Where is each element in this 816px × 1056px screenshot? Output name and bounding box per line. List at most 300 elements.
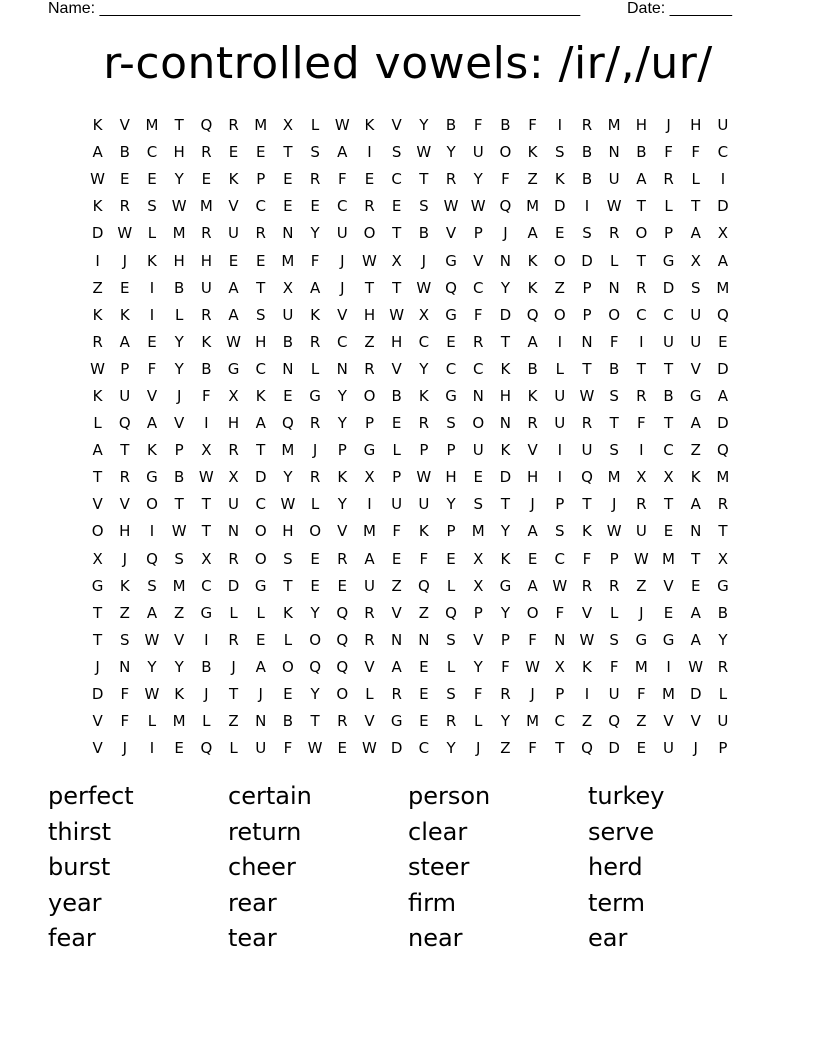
grid-letter: A bbox=[146, 603, 158, 622]
grid-letter: Q bbox=[118, 414, 131, 433]
grid-letter: N bbox=[282, 224, 294, 243]
grid-letter: G bbox=[146, 468, 158, 487]
grid-letter: I bbox=[666, 657, 671, 676]
grid-row bbox=[84, 735, 744, 762]
grid-letter: F bbox=[501, 170, 510, 189]
grid-letter: K bbox=[92, 386, 103, 405]
grid-letter: R bbox=[364, 197, 375, 216]
grid-letter: R bbox=[636, 495, 647, 514]
grid-row bbox=[84, 112, 744, 139]
grid-letter: U bbox=[554, 386, 566, 405]
grid-letter: U bbox=[391, 495, 403, 514]
grid-row bbox=[84, 166, 744, 193]
grid-letter: P bbox=[555, 495, 565, 514]
grid-letter: K bbox=[147, 441, 157, 460]
grid-letter: E bbox=[201, 170, 212, 189]
grid-letter: R bbox=[391, 685, 402, 704]
grid-letter: V bbox=[228, 197, 239, 216]
grid-letter: Q bbox=[200, 739, 213, 758]
grid-row bbox=[84, 220, 744, 247]
grid-letter: R bbox=[309, 170, 321, 189]
grid-letter: D bbox=[608, 739, 620, 758]
grid-letter: M bbox=[145, 116, 159, 135]
grid-letter: T bbox=[609, 414, 619, 433]
grid-letter: B bbox=[174, 468, 185, 487]
grid-letter: R bbox=[608, 224, 620, 243]
grid-letter: F bbox=[202, 386, 211, 405]
grid-letter: U bbox=[119, 386, 131, 405]
grid-letter: U bbox=[663, 739, 675, 758]
grid-letter: Q bbox=[282, 414, 294, 433]
grid-letter: M bbox=[281, 441, 295, 460]
grid-letter: B bbox=[581, 143, 593, 162]
grid-letter: Q bbox=[309, 657, 321, 676]
grid-letter: P bbox=[473, 224, 483, 243]
grid-letter: I bbox=[639, 441, 644, 460]
grid-letter: T bbox=[582, 359, 592, 378]
grid-letter: L bbox=[310, 116, 320, 135]
grid-letter: Y bbox=[473, 657, 483, 676]
grid-letter: R bbox=[364, 359, 375, 378]
grid-letter: E bbox=[419, 657, 429, 676]
grid-letter: U bbox=[717, 712, 729, 731]
grid-letter: U bbox=[608, 170, 620, 189]
grid-letter: B bbox=[663, 386, 674, 405]
grid-letter: L bbox=[310, 495, 320, 514]
grid-letter: M bbox=[716, 468, 730, 487]
grid-letter: C bbox=[255, 359, 266, 378]
grid-letter: W bbox=[226, 332, 241, 351]
grid-letter: Z bbox=[636, 712, 647, 731]
grid-letter: F bbox=[609, 657, 619, 676]
grid-letter: F bbox=[555, 603, 565, 622]
grid-letter: U bbox=[635, 522, 647, 541]
grid-letter: Y bbox=[419, 359, 429, 378]
grid-letter: L bbox=[555, 359, 564, 378]
grid-letter: C bbox=[554, 549, 566, 568]
grid-letter: M bbox=[199, 197, 213, 216]
grid-letter: E bbox=[147, 170, 157, 189]
grid-letter: E bbox=[718, 332, 728, 351]
grid-letter: U bbox=[690, 305, 702, 324]
grid-letter: R bbox=[473, 332, 484, 351]
grid-letter: H bbox=[363, 305, 376, 324]
grid-letter: E bbox=[147, 332, 157, 351]
grid-row bbox=[84, 491, 744, 518]
grid-letter: N bbox=[608, 278, 620, 297]
grid-letter: I bbox=[584, 197, 590, 216]
grid-letter: J bbox=[530, 495, 535, 514]
grid-letter: T bbox=[392, 278, 402, 297]
grid-letter: R bbox=[201, 224, 212, 243]
grid-letter: N bbox=[690, 522, 702, 541]
grid-letter: K bbox=[174, 685, 185, 704]
grid-letter: H bbox=[499, 386, 512, 405]
grid-letter: J bbox=[476, 739, 481, 758]
grid-letter: P bbox=[582, 305, 592, 324]
grid-letter: R bbox=[255, 224, 266, 243]
word-list-item: firm bbox=[408, 888, 456, 917]
grid-letter: K bbox=[201, 332, 212, 351]
grid-letter: O bbox=[553, 305, 566, 324]
grid-letter: U bbox=[255, 739, 267, 758]
grid-letter: K bbox=[527, 386, 538, 405]
grid-letter: X bbox=[663, 468, 674, 487]
grid-letter: J bbox=[639, 603, 644, 622]
grid-letter: J bbox=[258, 685, 263, 704]
grid-letter: R bbox=[663, 170, 674, 189]
grid-letter: Y bbox=[473, 170, 483, 189]
grid-letter: L bbox=[392, 441, 401, 460]
grid-letter: I bbox=[95, 251, 100, 270]
grid-letter: P bbox=[664, 224, 674, 243]
grid-letter: Q bbox=[146, 549, 158, 568]
grid-letter: E bbox=[310, 549, 320, 568]
grid-letter: Y bbox=[147, 657, 157, 676]
grid-row bbox=[84, 546, 744, 573]
grid-letter: Q bbox=[417, 576, 430, 595]
grid-letter: D bbox=[717, 414, 729, 433]
grid-letter: C bbox=[255, 495, 266, 514]
grid-letter: W bbox=[443, 197, 459, 216]
grid-letter: E bbox=[283, 386, 293, 405]
grid-letter: H bbox=[635, 116, 647, 135]
grid-letter: P bbox=[473, 603, 483, 622]
word-list-item: rear bbox=[228, 888, 277, 917]
grid-letter: V bbox=[337, 305, 348, 324]
grid-letter: G bbox=[91, 576, 104, 595]
grid-row bbox=[84, 437, 744, 464]
grid-letter: E bbox=[310, 576, 320, 595]
grid-letter: O bbox=[254, 549, 267, 568]
grid-letter: Y bbox=[500, 712, 510, 731]
grid-letter: S bbox=[419, 197, 429, 216]
grid-letter: K bbox=[554, 170, 565, 189]
grid-letter: D bbox=[390, 739, 403, 758]
grid-row bbox=[84, 681, 744, 708]
grid-letter: E bbox=[391, 414, 402, 433]
grid-letter: A bbox=[337, 143, 348, 162]
grid-letter: E bbox=[473, 468, 483, 487]
grid-letter: S bbox=[609, 630, 619, 649]
grid-letter: E bbox=[391, 197, 402, 216]
grid-letter: T bbox=[93, 603, 103, 622]
grid-letter: W bbox=[334, 116, 350, 135]
grid-letter: K bbox=[310, 305, 321, 324]
grid-letter: F bbox=[637, 685, 646, 704]
grid-letter: S bbox=[147, 576, 157, 595]
grid-letter: D bbox=[227, 576, 240, 595]
grid-letter: N bbox=[391, 630, 403, 649]
grid-letter: M bbox=[662, 549, 675, 568]
grid-letter: V bbox=[690, 712, 701, 731]
grid-letter: V bbox=[391, 359, 402, 378]
grid-letter: I bbox=[557, 116, 562, 135]
grid-letter: M bbox=[526, 712, 540, 731]
grid-letter: P bbox=[582, 278, 592, 297]
grid-letter: F bbox=[120, 685, 130, 704]
grid-letter: Z bbox=[500, 739, 511, 758]
grid-letter: W bbox=[389, 305, 405, 324]
grid-letter: H bbox=[173, 143, 185, 162]
grid-letter: D bbox=[499, 305, 512, 324]
grid-letter: P bbox=[256, 170, 266, 189]
grid-letter: B bbox=[445, 116, 457, 135]
grid-letter: A bbox=[690, 224, 701, 243]
grid-letter: B bbox=[119, 143, 130, 162]
grid-letter: J bbox=[666, 116, 671, 135]
grid-letter: D bbox=[717, 359, 729, 378]
grid-letter: K bbox=[582, 657, 592, 676]
grid-letter: K bbox=[92, 305, 103, 324]
grid-letter: E bbox=[310, 197, 320, 216]
grid-letter: M bbox=[716, 278, 730, 297]
grid-letter: Q bbox=[445, 278, 457, 297]
grid-letter: X bbox=[282, 116, 294, 135]
grid-row bbox=[84, 654, 744, 681]
grid-letter: C bbox=[201, 576, 212, 595]
grid-letter: O bbox=[499, 143, 512, 162]
grid-letter: O bbox=[363, 386, 376, 405]
grid-letter: S bbox=[391, 143, 402, 162]
grid-letter: R bbox=[119, 197, 130, 216]
grid-letter: Y bbox=[500, 522, 510, 541]
grid-letter: W bbox=[307, 739, 323, 758]
grid-letter: Z bbox=[174, 603, 185, 622]
grid-letter: T bbox=[582, 495, 592, 514]
grid-letter: Y bbox=[310, 685, 320, 704]
grid-letter: U bbox=[472, 143, 484, 162]
grid-letter: F bbox=[501, 657, 510, 676]
grid-letter: A bbox=[527, 576, 538, 595]
grid-letter: Q bbox=[336, 630, 349, 649]
grid-letter: P bbox=[555, 685, 565, 704]
grid-letter: J bbox=[176, 386, 182, 405]
grid-letter: O bbox=[526, 603, 539, 622]
grid-letter: E bbox=[419, 685, 429, 704]
grid-letter: V bbox=[337, 522, 348, 541]
grid-letter: T bbox=[201, 522, 211, 541]
grid-letter: U bbox=[282, 305, 294, 324]
grid-letter: A bbox=[228, 278, 239, 297]
grid-letter: P bbox=[718, 739, 728, 758]
grid-letter: R bbox=[228, 116, 239, 135]
grid-letter: Y bbox=[174, 359, 184, 378]
grid-letter: Y bbox=[283, 468, 293, 487]
word-list-item: thirst bbox=[48, 817, 112, 846]
grid-letter: M bbox=[172, 576, 186, 595]
grid-letter: E bbox=[283, 685, 293, 704]
grid-letter: W bbox=[362, 251, 377, 270]
word-list-item: term bbox=[588, 888, 645, 917]
grid-letter: V bbox=[364, 712, 375, 731]
grid-letter: M bbox=[662, 685, 675, 704]
grid-letter: R bbox=[309, 414, 321, 433]
grid-letter: T bbox=[500, 495, 510, 514]
grid-letter: I bbox=[367, 143, 372, 162]
grid-letter: C bbox=[663, 441, 674, 460]
grid-letter: S bbox=[609, 441, 619, 460]
grid-letter: O bbox=[363, 224, 376, 243]
grid-letter: N bbox=[554, 630, 566, 649]
grid-letter: F bbox=[419, 549, 429, 568]
grid-letter: O bbox=[336, 685, 349, 704]
grid-row bbox=[84, 600, 744, 627]
grid-letter: S bbox=[473, 495, 483, 514]
grid-letter: V bbox=[391, 603, 402, 622]
grid-letter: W bbox=[416, 143, 432, 162]
grid-letter: R bbox=[717, 657, 729, 676]
grid-letter: T bbox=[174, 116, 184, 135]
grid-letter: S bbox=[446, 685, 456, 704]
grid-letter: X bbox=[228, 386, 239, 405]
grid-letter: E bbox=[228, 143, 239, 162]
grid-letter: N bbox=[282, 359, 294, 378]
grid-letter: O bbox=[91, 522, 104, 541]
grid-letter: K bbox=[500, 441, 511, 460]
grid-letter: K bbox=[282, 603, 293, 622]
grid-letter: P bbox=[337, 441, 347, 460]
grid-letter: G bbox=[635, 630, 648, 649]
grid-letter: G bbox=[662, 251, 675, 270]
grid-letter: B bbox=[282, 332, 294, 351]
grid-letter: V bbox=[364, 657, 375, 676]
grid-letter: R bbox=[228, 441, 239, 460]
grid-letter: R bbox=[201, 143, 212, 162]
grid-letter: U bbox=[472, 441, 484, 460]
word-list-item: ear bbox=[588, 924, 628, 952]
grid-letter: S bbox=[446, 414, 456, 433]
grid-letter: F bbox=[147, 359, 157, 378]
grid-letter: E bbox=[283, 197, 293, 216]
grid-letter: E bbox=[120, 170, 130, 189]
grid-letter: H bbox=[227, 414, 240, 433]
grid-letter: E bbox=[255, 143, 266, 162]
grid-letter: S bbox=[283, 549, 293, 568]
grid-letter: Z bbox=[690, 441, 701, 460]
grid-letter: T bbox=[555, 739, 565, 758]
grid-letter: F bbox=[473, 305, 483, 324]
grid-letter: Y bbox=[446, 495, 456, 514]
grid-letter: L bbox=[691, 170, 700, 189]
grid-letter: K bbox=[500, 359, 511, 378]
grid-letter: W bbox=[606, 522, 622, 541]
grid-letter: F bbox=[609, 332, 619, 351]
grid-letter: A bbox=[146, 414, 158, 433]
grid-letter: Q bbox=[608, 712, 621, 731]
grid-letter: K bbox=[500, 549, 511, 568]
grid-letter: W bbox=[688, 657, 704, 676]
grid-letter: O bbox=[309, 630, 321, 649]
grid-letter: M bbox=[526, 197, 540, 216]
grid-letter: V bbox=[92, 739, 103, 758]
grid-letter: E bbox=[636, 739, 647, 758]
grid-letter: E bbox=[663, 603, 674, 622]
grid-letter: Q bbox=[336, 657, 349, 676]
grid-letter: Q bbox=[717, 305, 729, 324]
grid-row bbox=[84, 627, 744, 654]
grid-letter: F bbox=[392, 522, 401, 541]
grid-letter: I bbox=[557, 441, 562, 460]
grid-letter: U bbox=[554, 414, 566, 433]
grid-letter: S bbox=[147, 197, 157, 216]
grid-letter: C bbox=[717, 143, 729, 162]
grid-letter: E bbox=[255, 630, 266, 649]
grid-letter: P bbox=[609, 549, 619, 568]
grid-letter: Q bbox=[445, 603, 457, 622]
grid-letter: Q bbox=[336, 603, 349, 622]
grid-letter: Q bbox=[581, 739, 593, 758]
grid-letter: F bbox=[691, 143, 701, 162]
word-list-item: person bbox=[408, 782, 491, 810]
grid-letter: M bbox=[634, 657, 648, 676]
grid-letter: H bbox=[255, 332, 267, 351]
grid-letter: K bbox=[527, 251, 538, 270]
grid-letter: X bbox=[391, 251, 402, 270]
grid-letter: T bbox=[663, 495, 674, 514]
grid-letter: L bbox=[147, 224, 157, 243]
grid-letter: B bbox=[282, 712, 294, 731]
grid-letter: F bbox=[637, 414, 646, 433]
grid-letter: Y bbox=[310, 603, 320, 622]
grid-letter: I bbox=[149, 739, 155, 758]
grid-letter: V bbox=[146, 386, 158, 405]
grid-letter: T bbox=[691, 549, 701, 568]
word-list-item: year bbox=[48, 888, 102, 917]
grid-letter: O bbox=[472, 414, 485, 433]
grid-letter: B bbox=[201, 359, 212, 378]
grid-letter: Z bbox=[418, 603, 429, 622]
grid-letter: X bbox=[364, 468, 375, 487]
grid-letter: H bbox=[200, 251, 212, 270]
grid-letter: D bbox=[91, 224, 104, 243]
grid-letter: R bbox=[500, 685, 511, 704]
date-field-label: Date: _______ bbox=[627, 0, 732, 17]
grid-letter: U bbox=[228, 495, 240, 514]
grid-letter: K bbox=[690, 468, 701, 487]
grid-letter: O bbox=[282, 657, 294, 676]
grid-letter: I bbox=[557, 468, 562, 487]
grid-row bbox=[84, 193, 744, 220]
grid-letter: R bbox=[717, 495, 729, 514]
grid-letter: X bbox=[282, 278, 294, 297]
grid-letter: A bbox=[364, 549, 375, 568]
grid-letter: T bbox=[201, 495, 211, 514]
grid-letter: F bbox=[528, 630, 537, 649]
grid-letter: Z bbox=[581, 712, 593, 731]
grid-letter: R bbox=[364, 603, 375, 622]
grid-letter: W bbox=[198, 468, 214, 487]
grid-letter: S bbox=[555, 522, 565, 541]
grid-letter: K bbox=[337, 468, 348, 487]
grid-letter: J bbox=[693, 739, 698, 758]
grid-letter: G bbox=[499, 576, 512, 595]
grid-letter: T bbox=[256, 441, 266, 460]
grid-letter: V bbox=[473, 251, 484, 270]
grid-letter: L bbox=[446, 576, 456, 595]
grid-letter: W bbox=[470, 197, 486, 216]
grid-letter: F bbox=[528, 116, 537, 135]
grid-letter: F bbox=[473, 685, 483, 704]
grid-letter: D bbox=[554, 197, 566, 216]
grid-letter: V bbox=[473, 630, 484, 649]
grid-letter: V bbox=[663, 712, 674, 731]
grid-letter: E bbox=[283, 170, 293, 189]
grid-letter: I bbox=[204, 414, 209, 433]
grid-letter: L bbox=[283, 630, 293, 649]
grid-row bbox=[84, 356, 744, 383]
grid-letter: M bbox=[254, 116, 268, 135]
